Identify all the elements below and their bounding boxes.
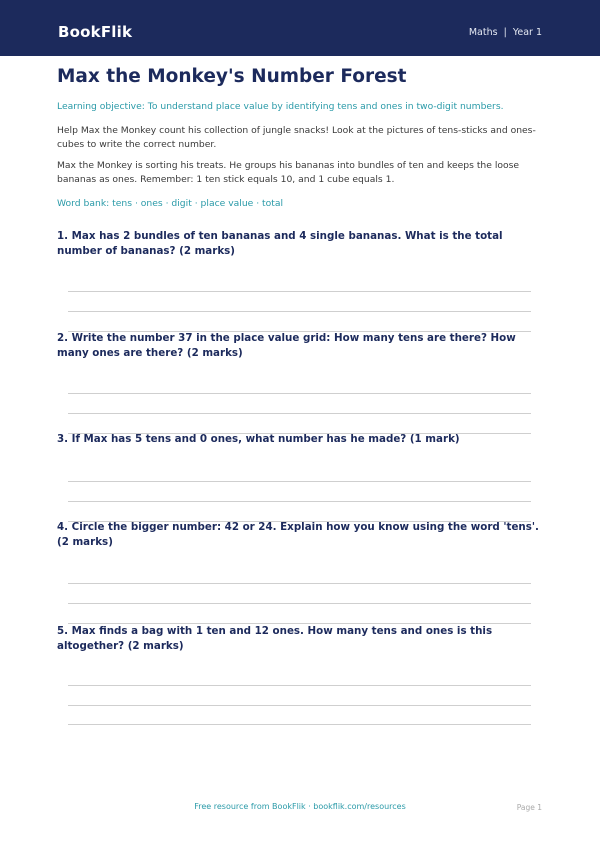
question-4: 4. Circle the bigger number: 42 or 24. Explain how you know using the word 'tens'. (2 marks)	[57, 521, 539, 548]
page-number: Page 1	[516, 803, 542, 812]
answer-line[interactable]	[68, 393, 531, 394]
subject-year-label: Maths | Year 1	[468, 27, 542, 38]
learning-objective: Learning objective: To understand place value by identifying tens and ones in two-digit numbers.	[57, 101, 504, 112]
answer-line[interactable]	[68, 583, 531, 584]
intro-paragraph: Help Max the Monkey count his collection of jungle snacks! Look at the pictures of tens-sticks and ones-cubes to write the correct number.	[57, 125, 536, 150]
question-3: 3. If Max has 5 tens and 0 ones, what number has he made? (1 mark)	[57, 433, 460, 445]
footer-resource-link[interactable]: Free resource from BookFlik · bookflik.com/resources	[194, 802, 406, 811]
answer-line[interactable]	[68, 481, 531, 482]
word-bank: Word bank: tens · ones · digit · place value · total	[57, 198, 284, 209]
answer-line[interactable]	[68, 705, 531, 706]
worksheet-title: Max the Monkey's Number Forest	[57, 66, 407, 87]
answer-line[interactable]	[68, 413, 531, 414]
question-2: 2. Write the number 37 in the place value grid: How many tens are there? How many ones are there? (2 marks)	[57, 332, 516, 359]
answer-line[interactable]	[68, 603, 531, 604]
answer-line[interactable]	[68, 291, 531, 292]
answer-line[interactable]	[68, 724, 531, 725]
brand-logo-text: BookFlik	[58, 23, 133, 41]
answer-line[interactable]	[68, 311, 531, 312]
question-5: 5. Max finds a bag with 1 ten and 12 ones. How many tens and ones is this altogether? (2 marks)	[57, 625, 493, 652]
page-header	[0, 0, 600, 56]
question-1: 1. Max has 2 bundles of ten bananas and 4 single bananas. What is the total number of bananas? (2 marks)	[57, 230, 503, 257]
answer-line[interactable]	[68, 501, 531, 502]
context-paragraph: Max the Monkey is sorting his treats. He groups his bananas into bundles of ten and keeps the loose bananas as ones. Remember: 1 ten stick equals 10, and 1 cube equals 1.	[57, 160, 520, 185]
answer-line[interactable]	[68, 685, 531, 686]
